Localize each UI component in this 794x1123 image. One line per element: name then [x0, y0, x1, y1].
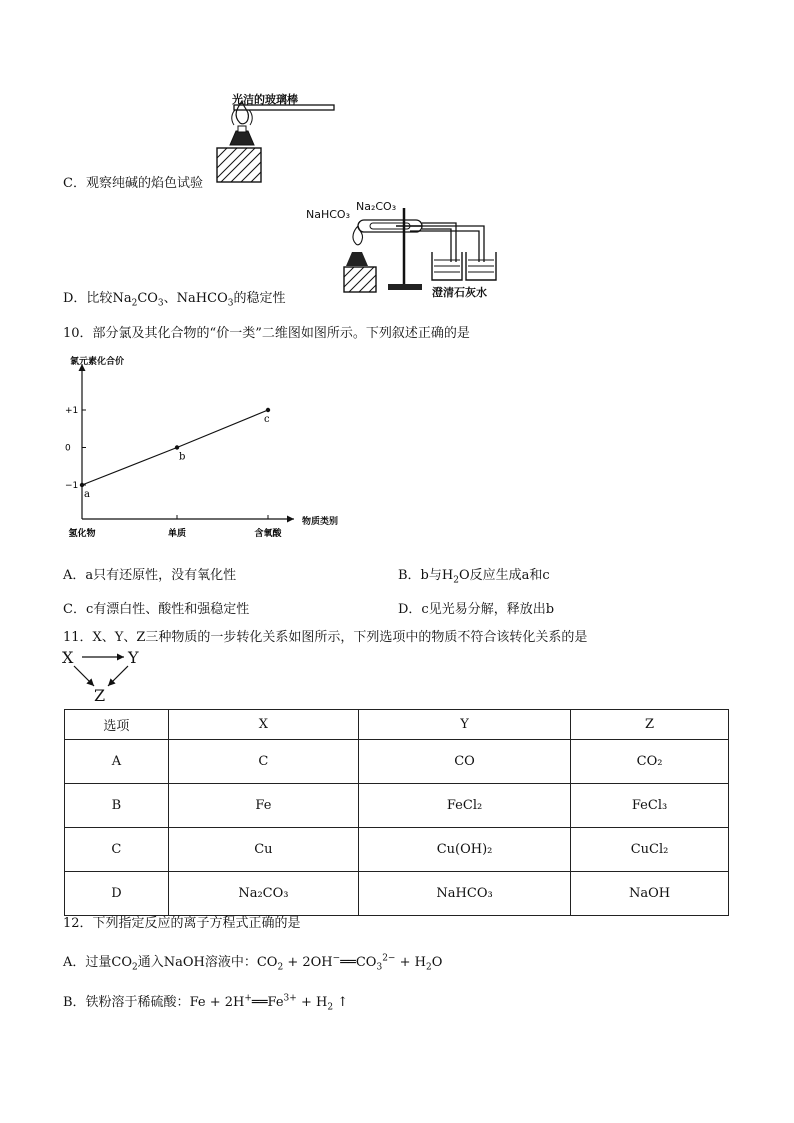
options-table [64, 709, 729, 916]
table-cell: CO₂ [571, 740, 729, 784]
table-cell: D [65, 872, 169, 916]
q10-option-d: D．c见光易分解，释放出b [398, 602, 555, 617]
table-cell: FeCl₂ [359, 784, 571, 828]
x-category-label: 含氧酸 [254, 529, 282, 539]
point-label: a [84, 489, 90, 500]
table-header: Y [359, 710, 571, 740]
na2co3-label: Na₂CO₃ [356, 200, 397, 213]
q10-option-a: A．a只有还原性，没有氧化性 [63, 568, 237, 583]
data-point [266, 408, 270, 412]
q12-stem: 12．下列指定反应的离子方程式正确的是 [63, 916, 301, 931]
q12-option-a: A．过量$CO_2$通入NaOH溶液中：$CO_2$ + $2OH^-══CO_3^{2-} + H_2O$ [63, 953, 443, 973]
table-cell: Fe [168, 784, 358, 828]
flame-test-figure [214, 93, 339, 185]
table-header: X [168, 710, 358, 740]
table-header-row [65, 710, 729, 740]
x-category-label: 氢化物 [68, 529, 96, 539]
xyz-transform-diagram [62, 648, 152, 706]
table-row [65, 828, 729, 872]
table-cell: C [168, 740, 358, 784]
q9-option-d: D．比较$Na_2CO_3$、NaHCO$_3$的稳定性 [63, 291, 286, 309]
point-label: c [264, 414, 270, 425]
node-y: Y [128, 648, 139, 667]
node-z: Z [94, 686, 106, 705]
table-cell: NaHCO₃ [359, 872, 571, 916]
table-cell: Na₂CO₃ [168, 872, 358, 916]
glass-rod-label: 光洁的玻璃棒 [232, 93, 298, 106]
table-cell: FeCl₃ [571, 784, 729, 828]
table-cell: Cu(OH)₂ [359, 828, 571, 872]
table-cell: C [65, 828, 169, 872]
x-axis-label: 物质类别 [302, 517, 339, 527]
table-cell: NaOH [571, 872, 729, 916]
table-header: 选项 [65, 710, 169, 740]
table-row [65, 740, 729, 784]
table-row [65, 784, 729, 828]
table-cell: CuCl₂ [571, 828, 729, 872]
data-point [80, 483, 84, 487]
table-cell: Cu [168, 828, 358, 872]
table-cell: A [65, 740, 169, 784]
q10-option-c: C．c有漂白性、酸性和强稳定性 [63, 602, 250, 617]
q10-option-b: B．b与$H_2O$反应生成a和c [398, 568, 550, 586]
y-tick-label: +1 [65, 406, 79, 416]
q10-stem: 10．部分氯及其化合物的“价一类”二维图如图所示。下列叙述正确的是 [63, 326, 470, 341]
q11-stem: 11．X、Y、Z三种物质的一步转化关系如图所示，下列选项中的物质不符合该转化关系的是 [63, 630, 588, 645]
stability-apparatus-figure [306, 200, 502, 300]
nahco3-label: NaHCO₃ [306, 208, 350, 221]
y-tick-label: −1 [65, 481, 79, 491]
limewater-label: 澄清石灰水 [432, 286, 487, 299]
table-cell: CO [359, 740, 571, 784]
x-category-label: 单质 [167, 529, 187, 539]
y-axis-label: 氯元素化合价 [70, 357, 125, 367]
data-point [175, 445, 179, 449]
y-tick-label: 0 [65, 443, 71, 454]
table-header: Z [571, 710, 729, 740]
q9-option-c: C．观察纯碱的焰色试验 [63, 176, 203, 191]
valence-class-chart [62, 352, 352, 542]
table-cell: B [65, 784, 169, 828]
q12-option-b: B．铁粉溶于稀硫酸：$Fe + 2H^+══Fe^{3+} + H_2$ ↑ [63, 993, 349, 1013]
node-x: X [62, 648, 74, 667]
point-label: b [179, 451, 186, 463]
table-row [65, 872, 729, 916]
